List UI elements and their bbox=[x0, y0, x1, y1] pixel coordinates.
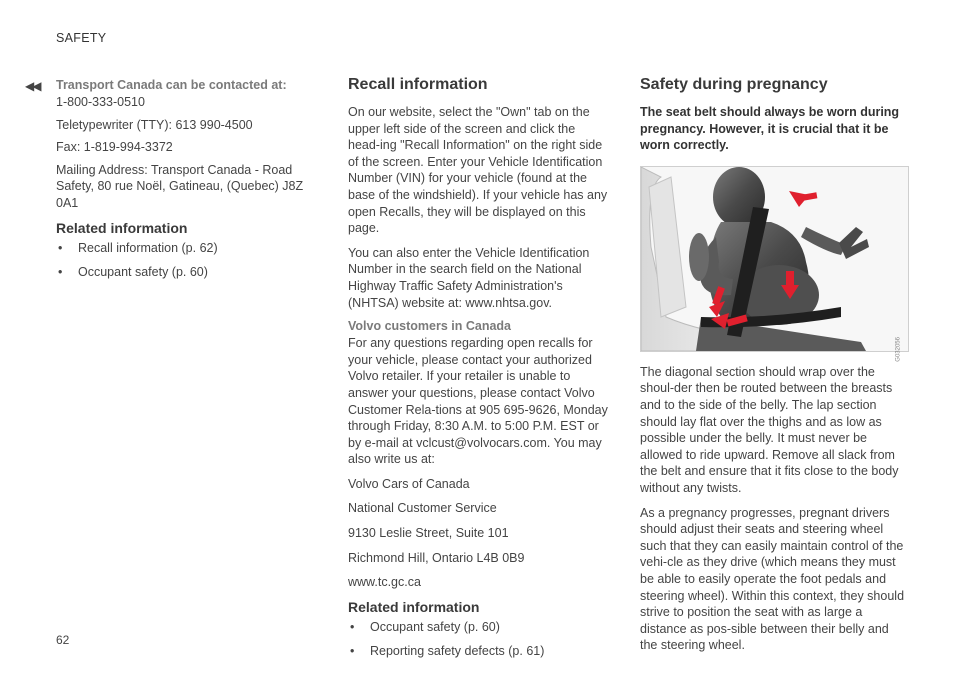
fax-number: Fax: 1-819-994-3372 bbox=[56, 140, 173, 155]
seatbelt-illustration-svg bbox=[641, 167, 908, 351]
pregnancy-paragraph-1: The diagonal section should wrap over the shoul-der then be routed between the breasts and to the side of the belly. The lap section should lay flat over the thighs and as low as possible under the belly. It must never be allowed to ride upward. Remove all slack from the belt and ensure that it fits close to the body without any twists. bbox=[640, 364, 899, 495]
related-info-heading: Related information bbox=[348, 598, 480, 615]
recall-info-title: Recall information bbox=[348, 76, 488, 93]
address-line: Volvo Cars of Canada bbox=[348, 476, 470, 491]
mailing-address: Mailing Address: Transport Canada - Road Safety, 80 rue Noël, Gatineau, (Quebec) J8Z 0A1 bbox=[56, 162, 304, 210]
related-info-list bbox=[348, 619, 610, 659]
canada-paragraph: For any questions regarding open recalls for your vehicle, please contact your authorized Volvo retailer. If your retailer is unable to answer your questions, please contact Volvo Customer Rela-tions at 905 695-9626, Monday through Friday, 8:30 A.M. to 5:00 P.M. EST or by e-mail at vclcust@volvocars.com. You may also write us at: bbox=[348, 336, 608, 467]
seatbelt-pregnancy-illustration bbox=[640, 166, 909, 362]
phone-number: 1-800-333-0510 bbox=[56, 95, 145, 109]
contact-subheading: Transport Canada can be contacted at: bbox=[56, 78, 287, 92]
canada-subheading: Volvo customers in Canada bbox=[348, 319, 512, 334]
recall-paragraph-2: You can also enter the Vehicle Identification Number in the search field on the National Highway Traffic Safety Administration's (NHTSA) website at: www.nhtsa.gov. bbox=[348, 245, 590, 310]
pregnancy-intro: The seat belt should always be worn during pregnancy. However, it is crucial that it be worn correctly. bbox=[640, 105, 900, 153]
figure-code: G032056 bbox=[896, 336, 902, 362]
page-number: 62 bbox=[56, 633, 70, 647]
address-line: 9130 Leslie Street, Suite 101 bbox=[348, 526, 509, 541]
related-link-defects[interactable]: • Reporting safety defects (p. 61) bbox=[350, 643, 545, 658]
column-1 bbox=[56, 76, 321, 288]
pregnancy-paragraph-2: As a pregnancy progresses, pregnant drivers should adjust their seats and steering wheel such that they can easily maintain control of the vehi-cle as they drive (which means they must be able to easily operate the foot pedals and steering wheel). Within this context, they should strive to position the seat with as large a distance as pos-sible between their belly and the steering wheel. bbox=[640, 505, 905, 653]
continued-icon: ◀◀ bbox=[25, 79, 40, 93]
address-line: National Customer Service bbox=[348, 501, 497, 516]
website-link[interactable]: www.tc.gc.ca bbox=[348, 575, 421, 590]
address-line: Richmond Hill, Ontario L4B 0B9 bbox=[348, 550, 525, 565]
tty-number: Teletypewriter (TTY): 613 990-4500 bbox=[56, 117, 253, 132]
related-link-occupant[interactable]: • Occupant safety (p. 60) bbox=[58, 264, 208, 279]
related-info-list bbox=[56, 240, 321, 280]
pregnancy-title: Safety during pregnancy bbox=[640, 76, 828, 93]
related-link-occupant[interactable]: • Occupant safety (p. 60) bbox=[350, 619, 500, 634]
column-3 bbox=[640, 76, 908, 662]
recall-paragraph-1: On our website, select the "Own" tab on the upper left side of the screen and click the head-ing "Recall Information" on the right side of the screen. Enter your Vehicle Identification Number (VIN) for your vehicle (found at the base of the windshield). If your vehicle has any open Recalls, they will be displayed on this page. bbox=[348, 105, 608, 236]
related-link-recall[interactable]: • Recall information (p. 62) bbox=[58, 240, 218, 255]
page-header: SAFETY bbox=[56, 31, 107, 45]
column-2 bbox=[348, 76, 610, 667]
related-info-heading: Related information bbox=[56, 219, 188, 236]
